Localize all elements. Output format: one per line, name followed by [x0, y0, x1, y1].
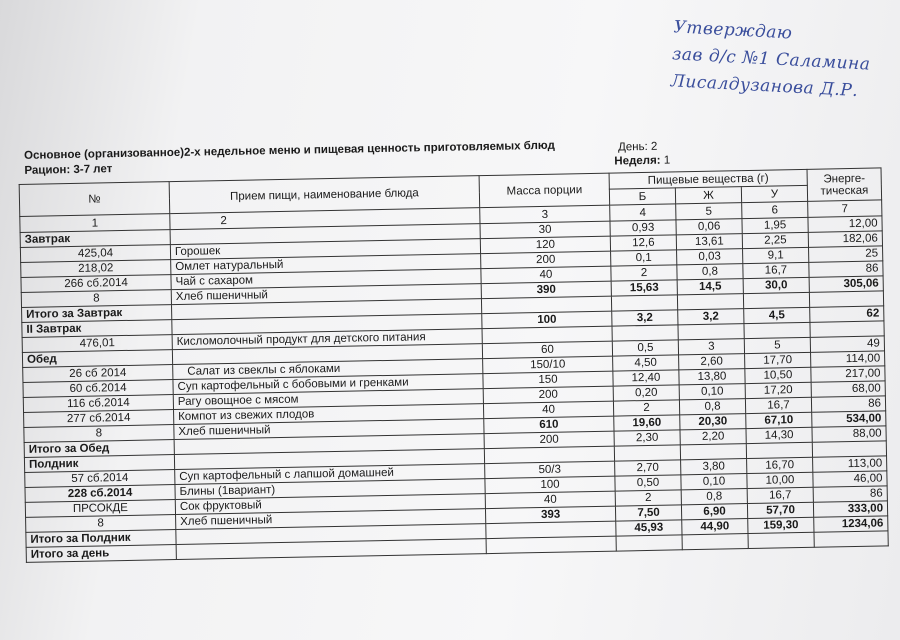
row-mass-cell: 100 [482, 311, 612, 328]
row-energy-cell [812, 441, 886, 457]
column-header-number: № [19, 182, 170, 217]
row-proteins-cell: 12,6 [610, 235, 676, 251]
row-dish-cell: Блины (1вариант) [175, 479, 485, 500]
row-number-cell: 228 сб.2014 [25, 485, 175, 503]
row-mass-cell [486, 536, 616, 553]
row-carbs-cell: 16,7 [745, 397, 811, 413]
row-mass-cell: 40 [483, 401, 613, 418]
row-number-cell: 266 сб.2014 [21, 275, 171, 293]
menu-table-body [20, 216, 888, 562]
row-mass-cell: 150/10 [483, 356, 613, 373]
row-energy-cell: 217,00 [811, 366, 885, 382]
row-mass-cell: 50/3 [485, 461, 615, 478]
row-carbs-cell: 2,25 [742, 232, 808, 248]
document-title: Основное (организованное)2-х недельное меню и пищевая ценность приготовляемых блюд [23, 139, 555, 162]
row-energy-cell [810, 321, 884, 337]
row-fats-cell: 0,8 [681, 489, 747, 505]
column-number: 1 [20, 214, 170, 233]
row-energy-cell: 333,00 [813, 501, 887, 517]
row-energy-cell [809, 291, 883, 307]
row-carbs-cell: 17,70 [745, 352, 811, 368]
row-number-cell: 57 сб.2014 [25, 470, 175, 488]
row-number-cell: 60 сб.2014 [23, 380, 173, 398]
row-energy-cell: 88,00 [812, 426, 886, 442]
row-mass-cell: 120 [480, 236, 610, 253]
row-dish-cell: Хлеб пшеничный [174, 419, 484, 440]
row-carbs-cell: 4,5 [744, 307, 810, 323]
signature-line: зав д/с №1 Саламина [671, 44, 871, 75]
row-proteins-cell: 12,40 [613, 370, 679, 386]
row-energy-cell: 49 [810, 336, 884, 352]
column-header-dish: Прием пищи, наименование блюда [169, 176, 480, 214]
row-energy-cell: 113,00 [813, 456, 887, 472]
week-label: Неделя: [614, 154, 661, 168]
row-number-cell: 277 сб.2014 [24, 410, 174, 428]
row-fats-cell: 13,61 [676, 234, 742, 250]
row-carbs-cell: 17,20 [745, 382, 811, 398]
row-fats-cell [682, 534, 748, 550]
row-fats-cell: 20,30 [680, 414, 746, 430]
row-carbs-cell: 30,0 [743, 277, 809, 293]
row-mass-cell: 393 [485, 506, 615, 523]
row-number-cell: II Завтрак [22, 320, 172, 338]
menu-table [19, 167, 889, 562]
row-proteins-cell: 2,70 [615, 460, 681, 476]
row-carbs-cell [744, 322, 810, 338]
row-proteins-cell [614, 445, 680, 461]
row-number-cell: 8 [24, 425, 174, 443]
row-energy-cell: 46,00 [813, 471, 887, 487]
row-proteins-cell [611, 295, 677, 311]
column-header-proteins: Б [609, 188, 675, 205]
row-carbs-cell [743, 292, 809, 308]
row-dish-cell: Сок фруктовый [175, 494, 485, 515]
row-proteins-cell: 3,2 [612, 310, 678, 326]
row-dish-cell: Горошек [170, 239, 480, 260]
row-number-cell: Итого за Обед [24, 440, 174, 458]
column-header-energy: Энерге-тическая [807, 168, 882, 201]
row-mass-cell: 150 [483, 371, 613, 388]
row-energy-cell: 86 [813, 486, 887, 502]
row-carbs-cell [746, 442, 812, 458]
row-mass-cell: 200 [483, 386, 613, 403]
row-proteins-cell: 7,50 [615, 505, 681, 521]
row-energy-cell: 182,06 [808, 231, 882, 247]
row-proteins-cell: 0,5 [612, 340, 678, 356]
row-fats-cell [680, 444, 746, 460]
row-number-cell: 26 сб 2014 [23, 365, 173, 383]
row-mass-cell: 390 [481, 281, 611, 298]
row-proteins-cell: 15,63 [611, 280, 677, 296]
column-header-carbs: У [741, 185, 807, 202]
row-number-cell: Обед [22, 350, 172, 368]
row-fats-cell: 0,10 [681, 474, 747, 490]
row-dish-cell: Суп картофельный с лапшой домашней [175, 464, 485, 485]
column-number: 6 [742, 201, 808, 218]
row-proteins-cell: 2,30 [614, 430, 680, 446]
row-dish-cell: Хлеб пшеничный [171, 284, 481, 305]
row-fats-cell: 44,90 [682, 519, 748, 535]
column-number: 7 [808, 200, 882, 217]
row-fats-cell [678, 324, 744, 340]
row-mass-cell: 200 [484, 431, 614, 448]
menu-sheet [18, 133, 888, 562]
row-carbs-cell: 5 [744, 337, 810, 353]
row-fats-cell: 6,90 [681, 504, 747, 520]
row-dish-cell: Хлеб пшеничный [176, 509, 486, 530]
row-number-cell: Завтрак [20, 230, 170, 248]
row-carbs-cell: 67,10 [746, 412, 812, 428]
column-number: 4 [610, 204, 676, 221]
row-proteins-cell: 2 [613, 400, 679, 416]
row-energy-cell: 114,00 [811, 351, 885, 367]
row-fats-cell [677, 294, 743, 310]
row-number-cell: 476,01 [22, 335, 172, 353]
row-number-cell: Итого за день [26, 545, 176, 563]
row-dish-cell: Суп картофельный с бобовыми и гренками [173, 374, 483, 395]
row-number-cell: 8 [26, 515, 176, 533]
row-proteins-cell [616, 535, 682, 551]
row-mass-cell: 40 [481, 266, 611, 283]
row-number-cell: ПРСОКДЕ [25, 500, 175, 518]
row-dish-cell: Рагу овощное с мясом [173, 389, 483, 410]
row-carbs-cell [748, 532, 814, 548]
row-energy-cell [814, 531, 888, 547]
row-energy-cell: 534,00 [812, 411, 886, 427]
row-fats-cell: 0,06 [676, 219, 742, 235]
row-number-cell: Итого за Завтрак [22, 305, 172, 323]
column-header-nutrients: Пищевые вещества (г) [609, 169, 807, 189]
row-number-cell: 425,04 [20, 245, 170, 263]
row-carbs-cell: 57,70 [747, 502, 813, 518]
row-dish-cell: Чай с сахаром [171, 269, 481, 290]
row-fats-cell: 0,8 [679, 399, 745, 415]
column-number: 5 [676, 203, 742, 220]
row-dish-cell: Салат из свеклы с яблоками [173, 359, 483, 380]
row-carbs-cell: 14,30 [746, 427, 812, 443]
row-energy-cell: 12,00 [808, 216, 882, 232]
row-number-cell: 218,02 [21, 260, 171, 278]
row-proteins-cell: 0,93 [610, 220, 676, 236]
week-info [614, 154, 670, 167]
row-mass-cell: 610 [484, 416, 614, 433]
row-fats-cell: 13,80 [679, 369, 745, 385]
row-proteins-cell: 19,60 [614, 415, 680, 431]
row-proteins-cell: 0,50 [615, 475, 681, 491]
row-fats-cell: 3 [678, 339, 744, 355]
row-proteins-cell [612, 325, 678, 341]
row-carbs-cell: 159,30 [748, 517, 814, 533]
row-fats-cell: 0,8 [677, 264, 743, 280]
row-fats-cell: 14,5 [677, 279, 743, 295]
row-fats-cell: 2,60 [679, 354, 745, 370]
row-proteins-cell: 2 [615, 490, 681, 506]
row-energy-cell: 25 [809, 246, 883, 262]
row-fats-cell: 3,2 [678, 309, 744, 325]
row-number-cell: 116 сб.2014 [23, 395, 173, 413]
day-info [618, 141, 658, 154]
row-energy-cell: 1234,06 [814, 516, 888, 532]
row-proteins-cell: 45,93 [616, 520, 682, 536]
row-mass-cell: 30 [480, 221, 610, 238]
row-number-cell: 8 [21, 290, 171, 308]
row-carbs-cell: 16,7 [743, 262, 809, 278]
row-energy-cell: 86 [811, 396, 885, 412]
row-energy-cell: 68,00 [811, 381, 885, 397]
row-proteins-cell: 2 [611, 265, 677, 281]
day-label: День: [617, 140, 648, 154]
row-energy-cell: 86 [809, 261, 883, 277]
column-header-fats: Ж [675, 187, 741, 204]
row-fats-cell: 2,20 [680, 429, 746, 445]
row-carbs-cell: 9,1 [743, 247, 809, 263]
ration-label: Рацион: 3-7 лет [24, 163, 113, 177]
row-carbs-cell: 16,70 [747, 457, 813, 473]
row-energy-cell: 62 [810, 306, 884, 322]
row-fats-cell: 0,10 [679, 384, 745, 400]
column-number: 3 [480, 205, 610, 223]
row-dish-cell: Компот из свежих плодов [174, 404, 484, 425]
row-mass-cell: 200 [481, 251, 611, 268]
row-proteins-cell: 0,1 [611, 250, 677, 266]
row-carbs-cell: 1,95 [742, 217, 808, 233]
row-dish-cell: Кисломолочный продукт для детского питания [172, 329, 482, 350]
row-proteins-cell: 4,50 [613, 355, 679, 371]
row-fats-cell: 3,80 [681, 459, 747, 475]
row-number-cell: Полдник [24, 455, 174, 473]
row-proteins-cell: 0,20 [613, 385, 679, 401]
column-number: 2 [170, 208, 480, 230]
row-carbs-cell: 16,7 [747, 487, 813, 503]
row-mass-cell: 100 [485, 476, 615, 493]
approval-signature [670, 14, 894, 106]
row-mass-cell: 60 [482, 341, 612, 358]
row-carbs-cell: 10,00 [747, 472, 813, 488]
row-number-cell: Итого за Полдник [26, 530, 176, 548]
row-energy-cell: 305,06 [809, 276, 883, 292]
row-fats-cell: 0,03 [677, 249, 743, 265]
row-carbs-cell: 10,50 [745, 367, 811, 383]
week-value: 1 [663, 154, 671, 167]
signature-line: Утверждаю [673, 17, 793, 44]
signature-line: Лисалдузанова Д.Р. [670, 71, 859, 102]
row-mass-cell: 40 [485, 491, 615, 508]
day-value: 2 [650, 140, 658, 153]
row-dish-cell: Омлет натуральный [171, 254, 481, 275]
column-header-mass: Масса порции [479, 173, 610, 207]
